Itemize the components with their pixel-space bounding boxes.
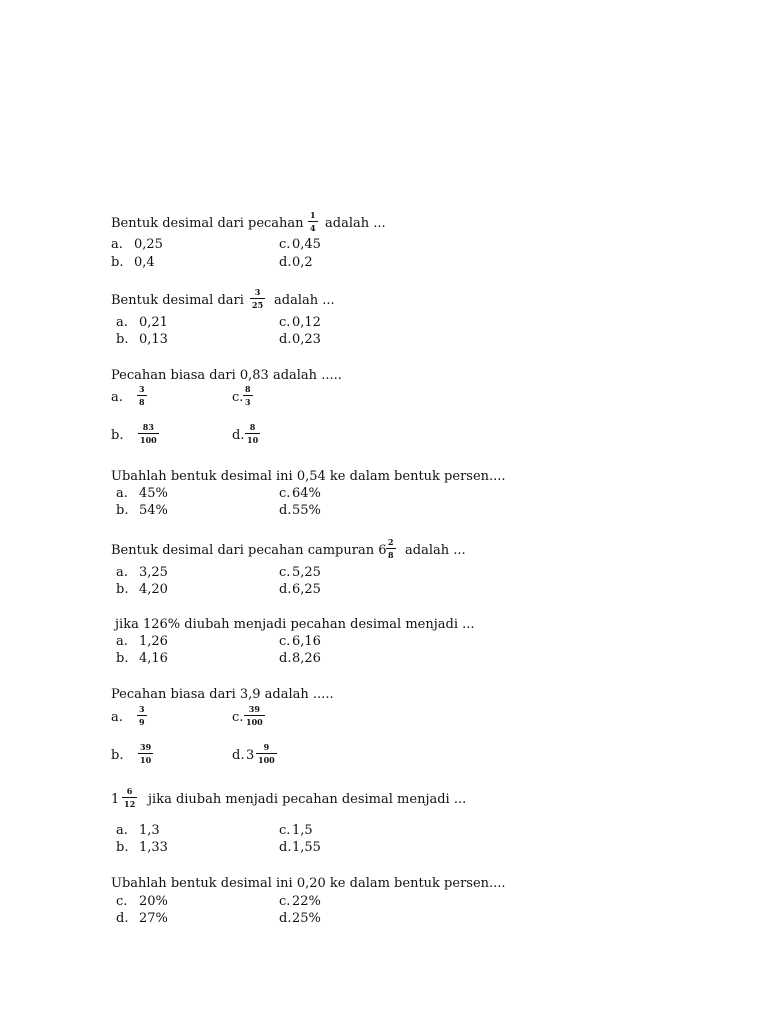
option-letter: b. bbox=[116, 332, 129, 347]
option-fraction bbox=[138, 423, 159, 444]
question-5-fraction bbox=[386, 538, 396, 559]
option-letter: c. bbox=[116, 894, 128, 909]
option-letter: c. bbox=[232, 710, 244, 725]
question-1-stem-end: adalah ... bbox=[325, 216, 386, 231]
option-text: 27% bbox=[139, 911, 168, 926]
fraction-numerator: 6 bbox=[126, 786, 133, 796]
question-7-stem: Pecahan biasa dari 3,9 adalah ..... bbox=[111, 687, 334, 702]
question-3-stem: Pecahan biasa dari 0,83 adalah ..... bbox=[111, 368, 342, 383]
option-whole-number: 3 bbox=[246, 748, 255, 763]
question-6-stem: jika 126% diubah menjadi pecahan desimal menjadi ... bbox=[115, 617, 475, 632]
fraction-denominator: 25 bbox=[252, 300, 264, 310]
question-5-stem-end: adalah ... bbox=[405, 543, 466, 558]
option-text: 4,20 bbox=[139, 582, 168, 597]
fraction-denominator: 12 bbox=[124, 799, 136, 809]
fraction-denominator: 100 bbox=[258, 755, 275, 765]
option-letter: a. bbox=[111, 710, 123, 725]
question-8-whole-number: 1 bbox=[111, 792, 120, 807]
fraction-numerator: 39 bbox=[248, 704, 260, 714]
fraction-denominator: 10 bbox=[247, 435, 259, 445]
option-text: 0,21 bbox=[139, 315, 168, 330]
option-text: 5,25 bbox=[292, 565, 321, 580]
option-text: 20% bbox=[139, 894, 168, 909]
option-letter: b. bbox=[111, 428, 124, 443]
fraction-denominator: 100 bbox=[246, 717, 263, 727]
option-text: 1,5 bbox=[292, 823, 313, 838]
fraction-numerator: 3 bbox=[254, 287, 261, 297]
option-fraction bbox=[256, 743, 277, 764]
option-letter: a. bbox=[116, 823, 128, 838]
question-1-fraction bbox=[308, 211, 318, 232]
question-2-fraction bbox=[250, 288, 265, 309]
option-letter: c. bbox=[279, 237, 291, 252]
option-letter: c. bbox=[279, 486, 291, 501]
option-text: 1,26 bbox=[139, 634, 168, 649]
fraction-numerator: 9 bbox=[263, 742, 270, 752]
option-letter: c. bbox=[279, 565, 291, 580]
option-text: 64% bbox=[292, 486, 321, 501]
fraction-numerator: 1 bbox=[310, 210, 316, 220]
option-letter: d. bbox=[232, 428, 245, 443]
option-letter: d. bbox=[279, 255, 292, 270]
question-2-stem-end: adalah ... bbox=[274, 293, 335, 308]
question-8-fraction bbox=[122, 787, 137, 808]
option-letter: b. bbox=[116, 582, 129, 597]
option-text: 4,16 bbox=[139, 651, 168, 666]
fraction-numerator: 83 bbox=[142, 422, 154, 432]
option-letter: d. bbox=[279, 332, 292, 347]
option-letter: c. bbox=[279, 894, 291, 909]
option-text: 1,55 bbox=[292, 840, 321, 855]
option-letter: a. bbox=[111, 237, 123, 252]
option-text: 55% bbox=[292, 503, 321, 518]
fraction-numerator: 39 bbox=[140, 742, 152, 752]
question-5-stem: Bentuk desimal dari pecahan campuran 6 bbox=[111, 543, 387, 558]
option-text: 0,4 bbox=[134, 255, 155, 270]
option-text: 6,16 bbox=[292, 634, 321, 649]
option-letter: d. bbox=[232, 748, 245, 763]
option-letter: b. bbox=[116, 651, 129, 666]
option-text: 54% bbox=[139, 503, 168, 518]
fraction-numerator: 3 bbox=[139, 704, 145, 714]
option-text: 0,2 bbox=[292, 255, 313, 270]
option-letter: d. bbox=[279, 651, 292, 666]
option-letter: a. bbox=[116, 486, 128, 501]
question-4-stem: Ubahlah bentuk desimal ini 0,54 ke dalam bentuk persen.... bbox=[111, 469, 506, 484]
fraction-numerator: 8 bbox=[249, 422, 256, 432]
question-8-stem: jika diubah menjadi pecahan desimal menjadi ... bbox=[148, 792, 467, 807]
option-text: 0,45 bbox=[292, 237, 321, 252]
option-letter: c. bbox=[279, 315, 291, 330]
option-letter: d. bbox=[279, 840, 292, 855]
option-letter: b. bbox=[116, 840, 129, 855]
option-letter: a. bbox=[116, 565, 128, 580]
option-text: 0,12 bbox=[292, 315, 321, 330]
option-text: 1,3 bbox=[139, 823, 160, 838]
option-text: 3,25 bbox=[139, 565, 168, 580]
fraction-denominator: 8 bbox=[388, 550, 394, 560]
option-letter: a. bbox=[116, 315, 128, 330]
fraction-numerator: 8 bbox=[245, 384, 251, 394]
option-letter: d. bbox=[116, 911, 129, 926]
option-text: 0,13 bbox=[139, 332, 168, 347]
option-text: 0,23 bbox=[292, 332, 321, 347]
option-text: 22% bbox=[292, 894, 321, 909]
option-letter: b. bbox=[116, 503, 129, 518]
option-letter: d. bbox=[279, 582, 292, 597]
option-letter: c. bbox=[279, 634, 291, 649]
fraction-denominator: 8 bbox=[139, 397, 145, 407]
fraction-numerator: 2 bbox=[388, 537, 394, 547]
option-fraction bbox=[245, 423, 260, 444]
option-letter: c. bbox=[232, 390, 244, 405]
option-letter: c. bbox=[279, 823, 291, 838]
option-text: 1,33 bbox=[139, 840, 168, 855]
fraction-denominator: 3 bbox=[245, 397, 251, 407]
option-text: 6,25 bbox=[292, 582, 321, 597]
option-letter: a. bbox=[111, 390, 123, 405]
option-letter: b. bbox=[111, 255, 124, 270]
option-fraction bbox=[137, 705, 147, 726]
fraction-denominator: 10 bbox=[140, 755, 152, 765]
question-9-stem: Ubahlah bentuk desimal ini 0,20 ke dalam bentuk persen.... bbox=[111, 876, 506, 891]
option-text: 45% bbox=[139, 486, 168, 501]
option-text: 0,25 bbox=[134, 237, 163, 252]
option-fraction bbox=[243, 385, 253, 406]
fraction-numerator: 3 bbox=[139, 384, 145, 394]
option-text: 25% bbox=[292, 911, 321, 926]
option-letter: a. bbox=[116, 634, 128, 649]
option-letter: b. bbox=[111, 748, 124, 763]
option-fraction bbox=[137, 385, 147, 406]
question-1-stem: Bentuk desimal dari pecahan bbox=[111, 216, 304, 231]
option-letter: d. bbox=[279, 503, 292, 518]
option-text: 8,26 bbox=[292, 651, 321, 666]
option-fraction bbox=[244, 705, 265, 726]
fraction-denominator: 100 bbox=[140, 435, 157, 445]
option-fraction bbox=[138, 743, 153, 764]
question-2-stem: Bentuk desimal dari bbox=[111, 293, 244, 308]
option-letter: d. bbox=[279, 911, 292, 926]
fraction-denominator: 4 bbox=[310, 223, 316, 233]
fraction-denominator: 9 bbox=[139, 717, 145, 727]
